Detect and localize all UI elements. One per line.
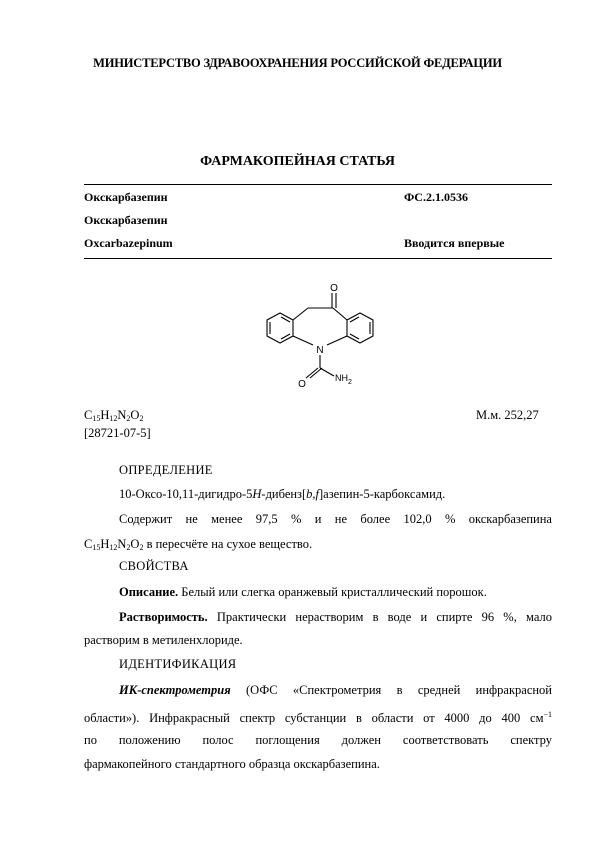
content-line-2: $C_{15}H_{12}N_2O_2$ в пересчёте на сухое вещество. bbox=[84, 537, 313, 552]
ir-line-4: фармакопейного стандартного образца окскарбазепина. bbox=[84, 757, 380, 771]
ir-line-3: по положению полос поглощения должен соответствовать спектру bbox=[84, 733, 552, 747]
structural-formula bbox=[250, 278, 390, 390]
amide-oxygen-label: O bbox=[298, 379, 306, 390]
ir-line-1: ИК-спектрометрия (ОФС «Спектрометрия в средней инфракрасной bbox=[119, 683, 552, 697]
page-title: ФАРМАКОПЕЙНАЯ СТАТЬЯ bbox=[200, 154, 395, 169]
ministry-heading: МИНИСТЕРСТВО ЗДРАВООХРАНЕНИЯ РОССИЙСКОЙ ФЕДЕРАЦИИ bbox=[93, 56, 502, 70]
name-russian-2: Окскарбазепин bbox=[84, 213, 168, 227]
ir-line-2: области»). Инфракрасный спектр субстанции в области от 4000 до 400 $см^{-1}$ bbox=[84, 710, 552, 725]
cas-number: [28721-07-5] bbox=[84, 426, 151, 440]
table-bottom-rule bbox=[84, 258, 552, 259]
solubility-line-1: Растворимость. Практически нерастворим в воде и спирте 96 %, мало bbox=[119, 610, 552, 624]
description-line: Описание. Белый или слегка оранжевый кристаллический порошок. bbox=[119, 585, 487, 599]
ch2-bond bbox=[293, 308, 308, 320]
molecular-formula: $C_{15}H_{12}N_2O_2$ bbox=[84, 408, 144, 423]
definition-heading: ОПРЕДЕЛЕНИЕ bbox=[119, 463, 213, 477]
solubility-line-2: растворим в метиленхлориде. bbox=[84, 633, 243, 647]
table-top-rule bbox=[84, 184, 552, 185]
monograph-code: ФС.2.1.0536 bbox=[404, 190, 468, 204]
molecular-mass: М.м. 252,27 bbox=[476, 408, 539, 422]
status-text: Вводится впервые bbox=[404, 236, 505, 250]
chemical-name: 10-Оксо-10,11-дигидро-5H-дибенз[b,f]азепин-5-карбоксамид. bbox=[119, 487, 446, 501]
nitrogen-label: N bbox=[316, 345, 324, 356]
identification-heading: ИДЕНТИФИКАЦИЯ bbox=[119, 657, 237, 671]
right-benzene-ring bbox=[347, 313, 373, 343]
left-benzene-ring bbox=[267, 313, 293, 343]
oxygen-label: O bbox=[330, 283, 338, 294]
content-line-1: Содержит не менее 97,5 % и не более 102,0 % окскарбазепина bbox=[119, 512, 552, 526]
nh2-label: $NH_2$ bbox=[335, 373, 352, 386]
properties-heading: СВОЙСТВА bbox=[119, 559, 189, 573]
name-russian: Окскарбазепин bbox=[84, 190, 168, 204]
name-latin: Oxcarbazepinum bbox=[84, 236, 173, 250]
